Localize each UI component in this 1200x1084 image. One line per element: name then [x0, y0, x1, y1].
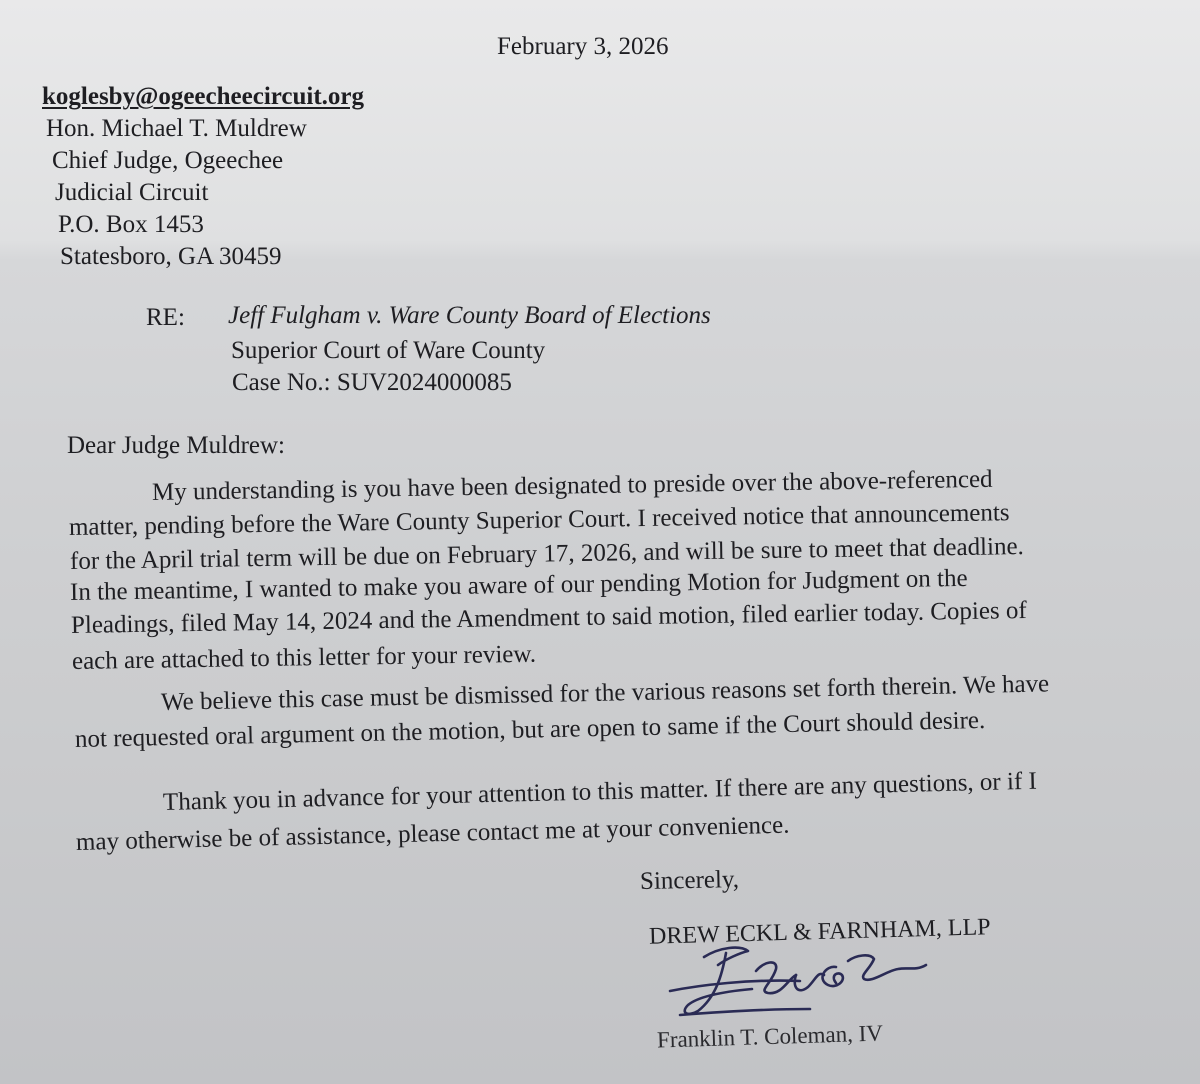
paragraph1-line: My understanding is you have been designated to preside over the above-referenced — [151, 465, 993, 506]
firm-name: DREW ECKL & FARNHAM, LLP — [648, 914, 991, 950]
closing: Sincerely, — [639, 865, 740, 896]
re-case-name: Jeff Fulgham v. Ware County Board of Elections — [228, 302, 711, 329]
handwritten-signature — [660, 935, 950, 1030]
paragraph1-line: each are attached to this letter for your review. — [71, 640, 537, 675]
salutation: Dear Judge Muldrew: — [67, 432, 285, 459]
paragraph3-line: Thank you in advance for your attention to this matter. If there are any questions, or if I — [162, 767, 1038, 816]
re-court: Superior Court of Ware County — [231, 337, 546, 364]
paragraph1-line: Pleadings, filed May 14, 2024 and the Amendment to said motion, filed earlier today. Copies of — [70, 596, 1027, 639]
re-case-number: Case No.: SUV2024000085 — [232, 369, 512, 396]
letter-date: February 3, 2026 — [497, 33, 669, 60]
paragraph1-line: In the meantime, I wanted to make you aware of our pending Motion for Judgment on the — [69, 564, 968, 606]
recipient-email: koglesby@ogeecheecircuit.org — [42, 83, 365, 110]
paragraph2-line: We believe this case must be dismissed for the various reasons set forth therein. We have — [160, 670, 1050, 716]
recipient-title-line2: Judicial Circuit — [55, 179, 209, 206]
re-label: RE: — [146, 304, 185, 331]
recipient-name: Hon. Michael T. Muldrew — [46, 115, 307, 142]
paragraph1-line: matter, pending before the Ware County Superior Court. I received notice that announcements — [68, 499, 1010, 541]
signer-name: Franklin T. Coleman, IV — [656, 1020, 884, 1053]
paragraph2-line: not requested oral argument on the motion, but are open to same if the Court should desire. — [74, 706, 986, 753]
recipient-city-state-zip: Statesboro, GA 30459 — [60, 243, 282, 270]
paragraph1-line: for the April trial term will be due on February 17, 2026, and will be sure to meet that deadline. — [69, 533, 1025, 575]
recipient-po-box: P.O. Box 1453 — [58, 211, 204, 238]
paragraph3-line: may otherwise be of assistance, please contact me at your convenience. — [75, 811, 790, 856]
recipient-title-line1: Chief Judge, Ogeechee — [52, 147, 284, 174]
